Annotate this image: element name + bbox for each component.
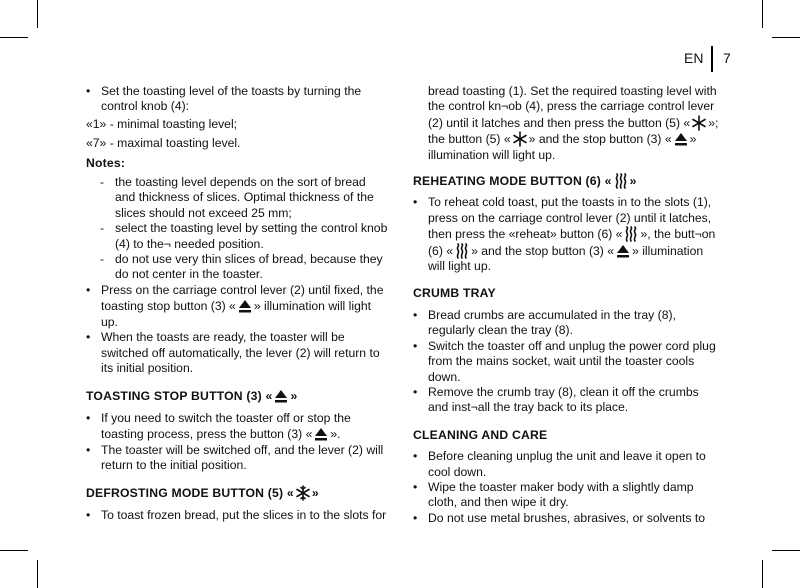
note-item: - do not use very thin slices of bread, because they do not center in the toaster. (86, 252, 388, 283)
crop-mark (37, 560, 38, 588)
list-item: • Bread crumbs are accumulated in the tray (8), regularly clean the tray (8). (413, 308, 719, 339)
note-item: - the toasting level depends on the sort of bread and thickness of slices. Optimal thickness of the slices should not exceed 25 mm; (86, 175, 388, 221)
text: bread toasting (1). Set the required toasting level with the control kn¬ob (4), press the carriage control lever (2) until it latches and then press the button (5) « (428, 84, 717, 130)
header-divider (711, 46, 713, 72)
list-item: • Before cleaning unplug the unit and leave it open to cool down. (413, 449, 719, 480)
text: », the butt¬on (6) « (428, 227, 716, 258)
eject-icon (313, 426, 329, 442)
eject-icon (615, 243, 631, 259)
text: To reheat cold toast, put the toasts in to the slots (1), press on the carriage control lever (2) until it latches, then press the «reheat» button (6) « (428, 195, 712, 242)
language-label: EN (684, 50, 704, 66)
text: » illumination will light up. (428, 243, 704, 274)
text: »; the button (5) « (428, 115, 719, 147)
section-title-crumb: CRUMB TRAY (413, 286, 496, 301)
text: » and the stop button (3) « (471, 243, 615, 258)
note-item: - select the toasting level by setting the control knob (4) to the¬ needed position. (86, 221, 388, 252)
list-item: • To toast frozen bread, put the slices in to the slots for (86, 508, 388, 523)
left-column (86, 84, 388, 523)
text: » and the stop button (3) « (528, 132, 672, 147)
text: » illumination will light up. (428, 132, 697, 162)
list-item: • Do not use metal brushes, abrasives, or solvents to (413, 511, 719, 526)
text: REHEATING MODE BUTTON (6) « (413, 174, 612, 189)
paragraph-continued (413, 84, 719, 163)
text: If you need to switch the toaster off or stop the toasting process, press the button (3) « (101, 410, 351, 442)
crop-mark (772, 37, 800, 38)
text: TOASTING STOP BUTTON (3) « (86, 389, 273, 404)
list-item: • Set the toasting level of the toasts by turning the control knob (4): (86, 84, 388, 115)
crop-mark (0, 550, 28, 551)
section-title-reheat (413, 173, 719, 189)
heat-waves-icon (613, 173, 629, 189)
snowflake-icon (295, 485, 311, 501)
section-title-cleaning: CLEANING AND CARE (413, 427, 548, 442)
crop-mark (762, 0, 763, 28)
crop-mark (772, 550, 800, 551)
section-title-defrost (86, 485, 388, 501)
list-item: • Switch the toaster off and unplug the power cord plug from the mains socket, wait until the toaster cools down. (413, 339, 719, 385)
eject-icon (273, 388, 289, 404)
list-item (413, 195, 719, 274)
crop-mark (0, 37, 28, 38)
text-line: «7» - maximal toasting level. (86, 136, 241, 151)
text: Press on the carriage control lever (2) until fixed, the toasting stop button (3) « (101, 282, 384, 314)
page-number: 7 (723, 50, 731, 66)
list-item: • When the toasts are ready, the toaster will be switched off automatically, the lever (2) will return to its initial position. (86, 330, 388, 376)
text: DEFROSTING MODE BUTTON (5) « (86, 486, 294, 501)
snowflake-icon (512, 131, 528, 147)
heat-waves-icon (454, 243, 470, 259)
text: ». (330, 427, 341, 442)
text-line: «1» - minimal toasting level; (86, 116, 238, 131)
text: » (290, 389, 298, 404)
crop-mark (37, 0, 38, 28)
text: » (311, 486, 319, 501)
text: » illumination will light up. (101, 299, 372, 329)
list-item: • Wipe the toaster maker body with a slightly damp cloth, and then wipe it dry. (413, 480, 719, 511)
heat-waves-icon (623, 226, 639, 242)
eject-icon (673, 131, 689, 147)
list-item (86, 411, 388, 443)
eject-icon (237, 298, 253, 314)
crop-mark (762, 560, 763, 588)
notes-title: Notes: (86, 155, 126, 170)
right-column (413, 84, 719, 526)
text: » (629, 174, 637, 189)
list-item: • The toaster will be switched off, and the lever (2) will return to the initial position. (86, 443, 388, 474)
list-item (86, 283, 388, 330)
list-item: • Remove the crumb tray (8), clean it off the crumbs and inst¬all the tray back to its place. (413, 385, 719, 416)
section-title-stop (86, 388, 388, 404)
snowflake-icon (691, 115, 707, 131)
